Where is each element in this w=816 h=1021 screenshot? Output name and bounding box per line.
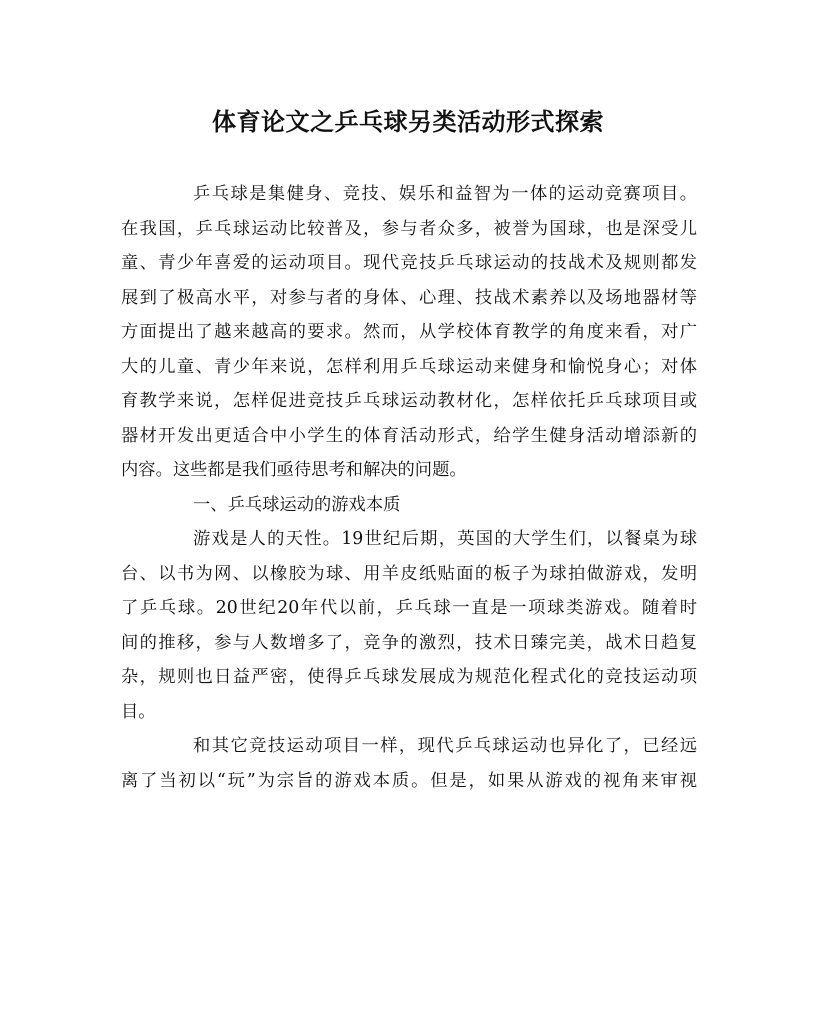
paragraph-line: 内容。这些都是我们亟待思考和解决的问题。 [121, 460, 467, 480]
document-body [121, 177, 697, 798]
paragraph-line: 游戏是人的天性。19世纪后期，英国的大学生们，以餐桌为球 [193, 529, 697, 549]
paragraph [121, 177, 697, 488]
section-heading [121, 488, 697, 523]
paragraph-line: 了乒乓球。20世纪20年代以前，乒乓球一直是一项球类游戏。随着时 [121, 598, 697, 618]
paragraph-line: 离了当初以“玩”为宗旨的游戏本质。但是，如果从游戏的视角来审视 [121, 770, 697, 791]
paragraph-line: 大的儿童、青少年来说，怎样利用乒乓球运动来健身和愉悦身心；对体 [121, 356, 697, 377]
paragraph-line: 间的推移，参与人数增多了，竞争的激烈，技术日臻完美，战术日趋复 [121, 632, 697, 653]
paragraph-line: 方面提出了越来越高的要求。然而，从学校体育教学的角度来看，对广 [121, 322, 697, 342]
paragraph-line: 在我国，乒乓球运动比较普及，参与者众多，被誉为国球，也是深受儿 [121, 218, 697, 239]
paragraph-line: 台、以书为网、以橡胶为球、用羊皮纸贴面的板子为球拍做游戏，发明 [121, 563, 697, 584]
paragraph [121, 729, 697, 798]
paragraph-line: 器材开发出更适合中小学生的体育活动形式，给学生健身活动增添新的 [121, 425, 697, 446]
paragraph-line: 目。 [121, 701, 156, 722]
paragraph-line: 乒乓球是集健身、竞技、娱乐和益智为一体的运动竞赛项目。 [193, 184, 697, 204]
paragraph-line: 杂，规则也日益严密，使得乒乓球发展成为规范化程式化的竞技运动项 [121, 667, 697, 687]
paragraph-line: 育教学来说，怎样促进竞技乒乓球运动教材化，怎样依托乒乓球项目或 [121, 391, 697, 411]
paragraph-line: 和其它竞技运动项目一样，现代乒乓球运动也异化了，已经远 [193, 736, 697, 756]
document-title: 体育论文之乒乓球另类活动形式探索 [212, 107, 604, 136]
paragraph-line: 展到了极高水平，对参与者的身体、心理、技战术素养以及场地器材等 [121, 287, 697, 308]
paragraph [121, 522, 697, 729]
paragraph-line: 童、青少年喜爱的运动项目。现代竞技乒乓球运动的技战术及规则都发 [121, 253, 697, 273]
section-heading-text: 一、乒乓球运动的游戏本质 [193, 494, 401, 515]
